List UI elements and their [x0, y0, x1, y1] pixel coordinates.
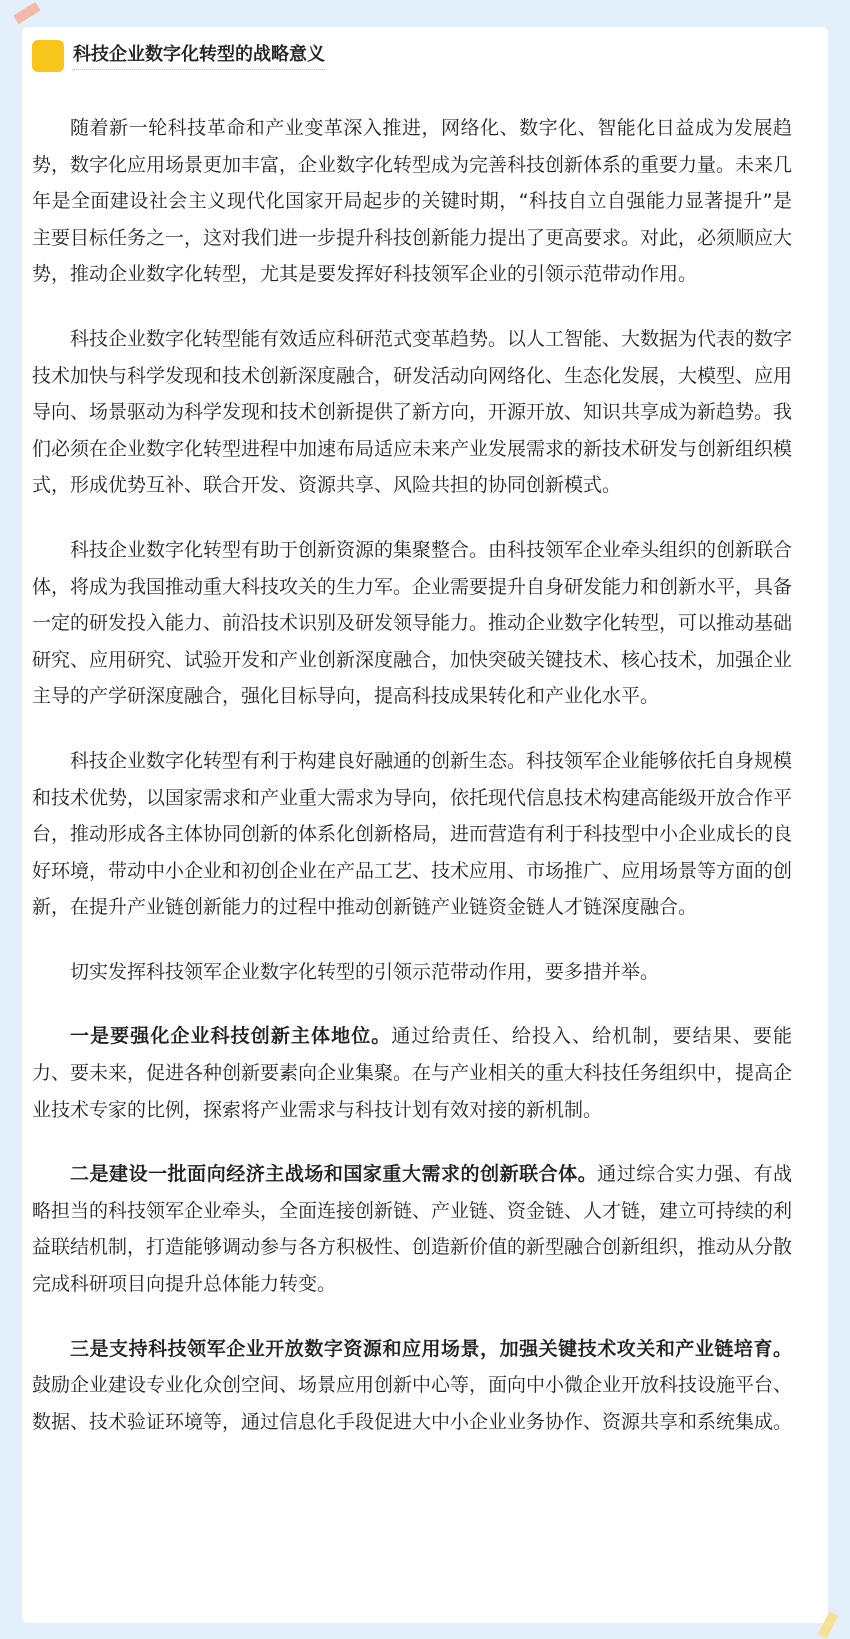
- article-header: [32, 39, 325, 73]
- paragraph-text: 鼓励企业建设专业化众创空间、场景应用创新中心等，面向中小微企业开放科技设施平台、数据、技术验证环境等，通过信息化手段促进大中小企业业务协作、资源共享和系统集成。: [32, 1374, 793, 1433]
- paragraph-text: 切实发挥科技领军企业数字化转型的引领示范带动作用，要多措并举。: [70, 960, 660, 983]
- title-badge-icon: [32, 40, 64, 72]
- paragraph-5: [32, 954, 792, 991]
- paragraph-1: [32, 110, 792, 293]
- paragraph-lead: 二是建设一批面向经济主战场和国家重大需求的创新联合体。: [70, 1163, 598, 1186]
- paragraph-text: 科技企业数字化转型有助于创新资源的集聚整合。由科技领军企业牵头组织的创新联合体，将成为我国推动重大科技攻关的生力军。企业需要提升自身研发能力和创新水平，具备一定的研发投入能力、前沿技术识别及研发领导能力。推动企业数字化转型，可以推动基础研究、应用研究、试验开发和产业创新深度融合，加快突破关键技术、核心技术，加强企业主导的产学研深度融合，强化目标导向，提高科技成果转化和产业化水平。: [32, 538, 793, 708]
- paragraph-8: [32, 1331, 792, 1441]
- article-card: [22, 27, 828, 1623]
- paragraph-text: 科技企业数字化转型能有效适应科研范式变革趋势。以人工智能、大数据为代表的数字技术加快与科学发现和技术创新深度融合，研发活动向网络化、生态化发展，大模型、应用导向、场景驱动为科学发现和技术创新提供了新方向，开源开放、知识共享成为新趋势。我们必须在企业数字化转型进程中加速布局适应未来产业发展需求的新技术研发与创新组织模式，形成优势互补、联合开发、资源共享、风险共担的协同创新模式。: [32, 327, 793, 497]
- article-title: 科技企业数字化转型的战略意义: [73, 43, 325, 70]
- paragraph-lead: 三是支持科技领军企业开放数字资源和应用场景，加强关键技术攻关和产业链培育。: [70, 1337, 792, 1360]
- paragraph-text: 通过给责任、给投入、给机制，要结果、要能力、要未来，促进各种创新要素向企业集聚。在与产业相关的重大科技任务组织中，提高企业技术专家的比例，探索将产业需求与科技计划有效对接的新机制。: [32, 1025, 793, 1121]
- paragraph-6: [32, 1018, 792, 1128]
- article-body: [32, 110, 792, 1468]
- paragraph-4: [32, 743, 792, 926]
- paragraph-text: 通过综合实力强、有战略担当的科技领军企业牵头，全面连接创新链、产业链、资金链、人才链，建立可持续的利益联结机制，打造能够调动参与各方积极性、创造新价值的新型融合创新组织，推动从分散完成科研项目向提升总体能力转变。: [32, 1163, 793, 1296]
- paragraph-lead: 一是要强化企业科技创新主体地位。: [70, 1025, 392, 1048]
- paragraph-text: 科技企业数字化转型有利于构建良好融通的创新生态。科技领军企业能够依托自身规模和技术优势，以国家需求和产业重大需求为导向，依托现代信息技术构建高能级开放合作平台，推动形成各主体协同创新的体系化创新格局，进而营造有利于科技型中小企业成长的良好环境，带动中小企业和初创企业在产品工艺、技术应用、市场推广、应用场景等方面的创新，在提升产业链创新能力的过程中推动创新链产业链资金链人才链深度融合。: [32, 749, 793, 919]
- paragraph-2: [32, 321, 792, 504]
- decorative-tape-top-left: [13, 2, 40, 24]
- paragraph-3: [32, 532, 792, 715]
- paragraph-text: 随着新一轮科技革命和产业变革深入推进，网络化、数字化、智能化日益成为发展趋势，数字化应用场景更加丰富，企业数字化转型成为完善科技创新体系的重要力量。未来几年是全面建设社会主义现代化国家开局起步的关键时期，“科技自立自强能力显著提升”是主要目标任务之一，这对我们进一步提升科技创新能力提出了更高要求。对此，必须顺应大势，推动企业数字化转型，尤其是要发挥好科技领军企业的引领示范带动作用。: [32, 117, 793, 286]
- paragraph-7: [32, 1156, 792, 1302]
